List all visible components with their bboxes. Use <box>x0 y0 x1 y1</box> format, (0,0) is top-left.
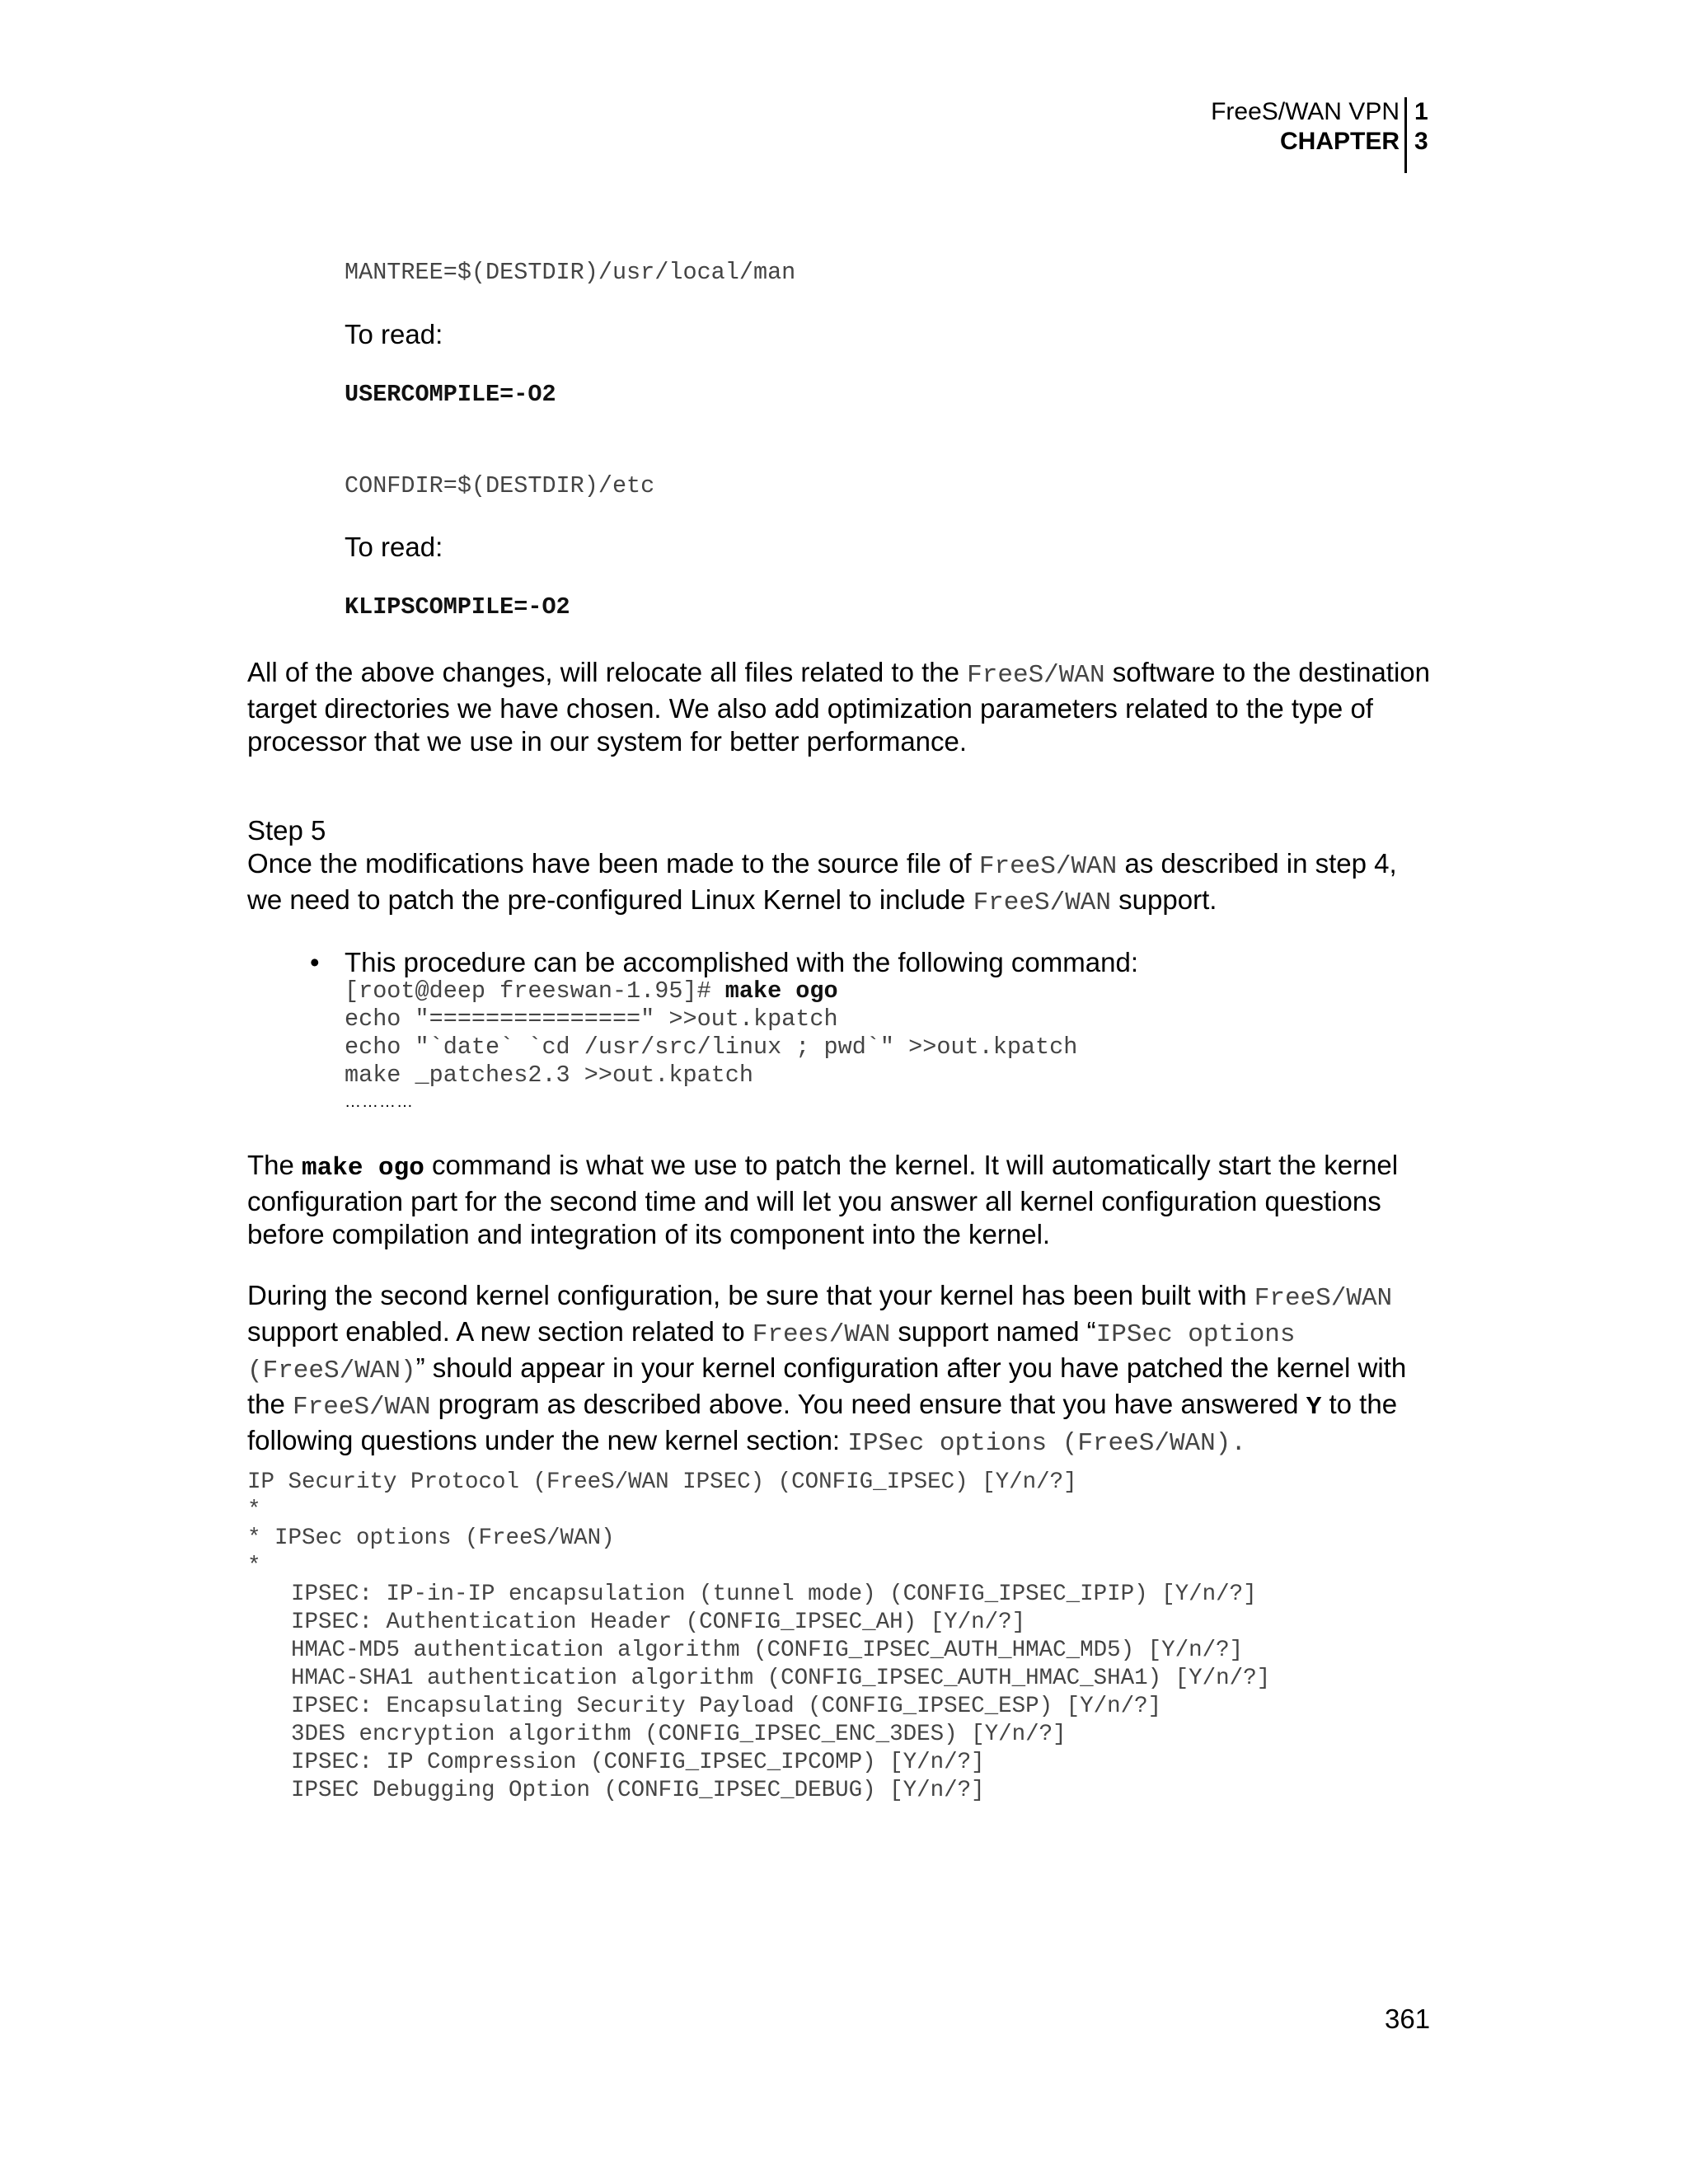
bullet-symbol: • <box>310 947 320 977</box>
config-line: * <box>247 1554 261 1579</box>
config-line: * IPSec options (FreeS/WAN) <box>247 1526 615 1551</box>
step-heading: Step 5 <box>247 815 326 846</box>
code-confdir: CONFDIR=$(DESTDIR)/etc <box>345 472 655 499</box>
config-option: HMAC-MD5 authentication algorithm (CONFIG_IPSEC_AUTH_HMAC_MD5) [Y/n/?] <box>291 1638 1244 1663</box>
code-klipscompile: KLIPSCOMPILE=-O2 <box>345 593 570 621</box>
command-output-line: echo "===============" >>out.kpatch <box>345 1005 838 1033</box>
bullet-text: This procedure can be accomplished with the following command: <box>345 947 1138 977</box>
paragraph-relocation: All of the above changes, will relocate all files related to the FreeS/WAN software to the destination target directories we have chosen. We also add optimization parameters related to the type of processor that we use in our system for better performance. <box>247 657 1431 757</box>
chapter-number-digit-2: 3 <box>1414 128 1428 155</box>
command-ellipsis: ………… <box>345 1093 414 1111</box>
config-option: IPSEC: IP Compression (CONFIG_IPSEC_IPCOMP) [Y/n/?] <box>291 1750 985 1775</box>
paragraph-second-configuration: During the second kernel configuration, be sure that your kernel has been built with FreeS/WAN support enabled. A new section related to Frees/WAN support named “IPSec options (FreeS/WAN)” should appear in your kernel configuration after you have patched the kernel with the FreeS/WAN program as described above. You need ensure that you have answered Y to the following questions under the new kernel section: IPSec options (FreeS/WAN). <box>247 1280 1407 1458</box>
paragraph-step5: Once the modifications have been made to the source file of FreeS/WAN as described in step 4, we need to patch the pre-configured Linux Kernel to include FreeS/WAN support. <box>247 848 1397 917</box>
config-option: IPSEC Debugging Option (CONFIG_IPSEC_DEBUG) [Y/n/?] <box>291 1778 985 1803</box>
code-usercompile: USERCOMPILE=-O2 <box>345 381 556 408</box>
chapter-number-digit-1: 1 <box>1414 98 1428 125</box>
command-line: [root@deep freeswan-1.95]# make ogo <box>345 977 838 1005</box>
page-number: 361 <box>1385 2004 1431 2034</box>
header-divider <box>1404 97 1407 173</box>
config-option: HMAC-SHA1 authentication algorithm (CONFIG_IPSEC_AUTH_HMAC_SHA1) [Y/n/?] <box>291 1666 1271 1691</box>
config-option: 3DES encryption algorithm (CONFIG_IPSEC_ENC_3DES) [Y/n/?] <box>291 1722 1067 1747</box>
config-option: IPSEC: IP-in-IP encapsulation (tunnel mode) (CONFIG_IPSEC_IPIP) [Y/n/?] <box>291 1582 1257 1607</box>
code-mantree: MANTREE=$(DESTDIR)/usr/local/man <box>345 259 796 286</box>
to-read-label-2: To read: <box>345 532 443 562</box>
paragraph-make-ogo: The make ogo command is what we use to patch the kernel. It will automatically start the kernel configuration part for the second time and will let you answer all kernel configuration questions before compilation and integration of its component into the kernel. <box>247 1150 1399 1249</box>
command-output-line: make _patches2.3 >>out.kpatch <box>345 1062 753 1089</box>
config-line: IP Security Protocol (FreeS/WAN IPSEC) (CONFIG_IPSEC) [Y/n/?] <box>247 1469 1077 1495</box>
running-header-title: FreeS/WAN VPN <box>1211 98 1400 125</box>
command-output-line: echo "`date` `cd /usr/src/linux ; pwd`" >>out.kpatch <box>345 1033 1078 1061</box>
config-option: IPSEC: Encapsulating Security Payload (CONFIG_IPSEC_ESP) [Y/n/?] <box>291 1694 1162 1719</box>
to-read-label-1: To read: <box>345 319 443 349</box>
config-option: IPSEC: Authentication Header (CONFIG_IPSEC_AH) [Y/n/?] <box>291 1610 1026 1635</box>
running-header-chapter: CHAPTER <box>1279 128 1400 155</box>
config-line: * <box>247 1497 261 1523</box>
